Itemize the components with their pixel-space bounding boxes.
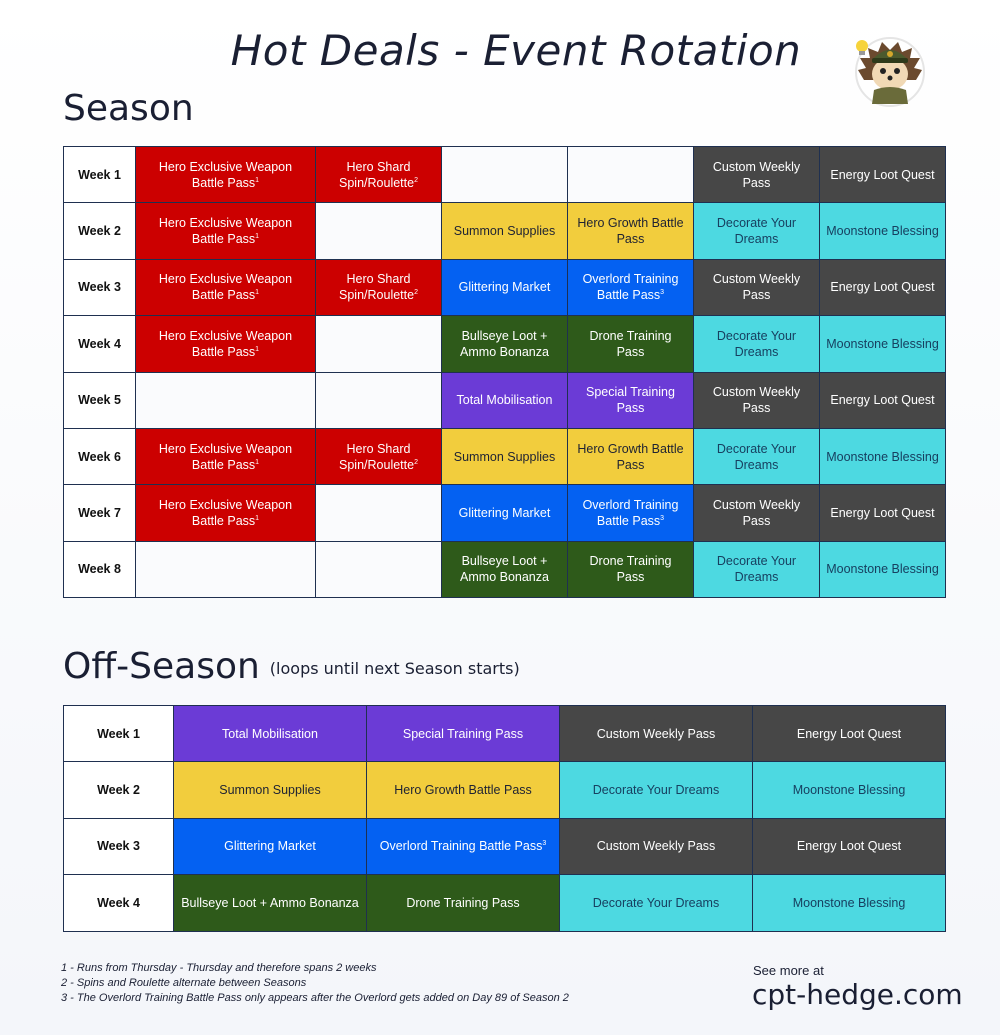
event-cell: [568, 485, 694, 541]
event-name: Moonstone Blessing: [826, 449, 939, 464]
event-name: Overlord Training Battle Pass: [582, 272, 679, 303]
event-name: Hero Exclusive Weapon Battle Pass: [158, 272, 293, 303]
event-name: Summon Supplies: [453, 449, 556, 464]
table-row: [64, 147, 946, 203]
hedgehog-officer-mascot-icon: [848, 26, 932, 110]
event-cell: [442, 316, 568, 372]
event-name: Moonstone Blessing: [826, 336, 939, 351]
event-name: Energy Loot Quest: [830, 167, 935, 182]
event-cell: [694, 147, 820, 203]
footnote-marker: 1: [255, 232, 260, 240]
event-cell: [316, 259, 442, 315]
event-cell: [820, 259, 946, 315]
event-cell: [694, 541, 820, 597]
event-cell: [820, 372, 946, 428]
event-cell: [694, 203, 820, 259]
footnote-marker: 1: [255, 289, 260, 297]
event-cell: [694, 428, 820, 484]
event-cell: [136, 316, 316, 372]
event-name: Hero Growth Battle Pass: [577, 441, 684, 472]
off-season-note: (loops until next Season starts): [269, 658, 520, 678]
week-label: Week 4: [64, 316, 136, 372]
week-label: Week 3: [64, 259, 136, 315]
event-cell: [694, 485, 820, 541]
see-more-label: See more at: [753, 963, 824, 978]
event-cell: [174, 706, 367, 762]
event-cell: [316, 428, 442, 484]
event-name: Special Training Pass: [402, 726, 524, 741]
empty-cell: [442, 147, 568, 203]
event-name: Hero Growth Battle Pass: [394, 783, 532, 798]
event-cell: [568, 428, 694, 484]
off-season-heading: [63, 646, 520, 687]
event-cell: [560, 875, 753, 931]
event-name: Hero Exclusive Weapon Battle Pass: [158, 498, 293, 529]
empty-cell: [316, 203, 442, 259]
event-name: Moonstone Blessing: [792, 783, 906, 798]
event-name: Energy Loot Quest: [830, 506, 935, 521]
event-name: Hero Exclusive Weapon Battle Pass: [158, 328, 293, 359]
event-cell: [820, 203, 946, 259]
event-cell: [136, 428, 316, 484]
footnote-marker: 1: [255, 345, 260, 353]
event-name: Hero Exclusive Weapon Battle Pass: [158, 441, 293, 472]
table-row: [64, 259, 946, 315]
event-cell: [694, 259, 820, 315]
table-row: [64, 485, 946, 541]
off-season-table: [63, 705, 946, 932]
event-name: Summon Supplies: [219, 783, 321, 798]
event-name: Glittering Market: [458, 280, 551, 295]
event-cell: [136, 203, 316, 259]
event-cell: [136, 147, 316, 203]
event-cell: [694, 316, 820, 372]
event-cell: [367, 706, 560, 762]
week-label: Week 2: [64, 203, 136, 259]
event-name: Custom Weekly Pass: [712, 385, 801, 416]
event-name: Overlord Training Battle Pass: [582, 498, 679, 529]
event-cell: [442, 485, 568, 541]
event-cell: [174, 875, 367, 931]
empty-cell: [316, 316, 442, 372]
empty-cell: [316, 541, 442, 597]
event-name: Custom Weekly Pass: [712, 498, 801, 529]
week-label: Week 8: [64, 541, 136, 597]
event-cell: [560, 762, 753, 818]
week-label: Week 5: [64, 372, 136, 428]
week-label: Week 6: [64, 428, 136, 484]
week-label: Week 3: [64, 818, 174, 874]
event-name: Decorate Your Dreams: [716, 554, 797, 585]
event-name: Hero Shard Spin/Roulette: [339, 159, 415, 190]
event-cell: [753, 875, 946, 931]
event-name: Decorate Your Dreams: [716, 328, 797, 359]
table-row: [64, 428, 946, 484]
event-name: Hero Shard Spin/Roulette: [339, 441, 415, 472]
table-row: [64, 541, 946, 597]
week-label: Week 4: [64, 875, 174, 931]
footnote-marker: 2: [414, 289, 418, 297]
event-name: Decorate Your Dreams: [592, 895, 720, 910]
event-name: Special Training Pass: [586, 385, 675, 416]
empty-cell: [136, 372, 316, 428]
event-cell: [367, 818, 560, 874]
event-name: Custom Weekly Pass: [596, 839, 716, 854]
event-cell: [753, 818, 946, 874]
event-cell: [316, 147, 442, 203]
event-cell: [174, 818, 367, 874]
event-cell: [694, 372, 820, 428]
event-name: Drone Training Pass: [589, 328, 672, 359]
event-cell: [820, 541, 946, 597]
event-cell: [568, 259, 694, 315]
footnote-marker: 3: [542, 840, 547, 848]
event-cell: [367, 875, 560, 931]
footnote-marker: 1: [255, 176, 260, 184]
event-name: Energy Loot Quest: [796, 726, 902, 741]
empty-cell: [316, 485, 442, 541]
table-row: [64, 818, 946, 874]
event-cell: [820, 428, 946, 484]
event-name: Hero Shard Spin/Roulette: [339, 272, 415, 303]
event-name: Decorate Your Dreams: [592, 783, 720, 798]
event-name: Glittering Market: [458, 506, 551, 521]
event-cell: [560, 706, 753, 762]
event-name: Bullseye Loot + Ammo Bonanza: [460, 328, 549, 359]
empty-cell: [136, 541, 316, 597]
event-cell: [442, 428, 568, 484]
event-name: Moonstone Blessing: [826, 224, 939, 239]
site-link[interactable]: cpt-hedge.com: [752, 978, 963, 1011]
event-cell: [442, 259, 568, 315]
table-row: [64, 762, 946, 818]
event-cell: [820, 147, 946, 203]
footnote-1: 1 - Runs from Thursday - Thursday and therefore spans 2 weeks: [61, 962, 377, 974]
event-name: Total Mobilisation: [222, 726, 318, 741]
week-label: Week 1: [64, 706, 174, 762]
empty-cell: [316, 372, 442, 428]
event-name: Hero Exclusive Weapon Battle Pass: [158, 216, 293, 247]
table-row: [64, 875, 946, 931]
footnote-marker: 1: [255, 514, 260, 522]
event-cell: [568, 316, 694, 372]
event-cell: [442, 372, 568, 428]
table-row: [64, 316, 946, 372]
event-name: Hero Exclusive Weapon Battle Pass: [158, 159, 293, 190]
event-name: Hero Growth Battle Pass: [577, 216, 684, 247]
event-cell: [442, 541, 568, 597]
event-name: Custom Weekly Pass: [712, 272, 801, 303]
event-cell: [367, 762, 560, 818]
event-name: Moonstone Blessing: [826, 562, 939, 577]
week-label: Week 7: [64, 485, 136, 541]
table-row: [64, 203, 946, 259]
event-cell: [568, 203, 694, 259]
event-name: Summon Supplies: [453, 224, 556, 239]
event-name: Energy Loot Quest: [830, 280, 935, 295]
table-row: [64, 372, 946, 428]
event-cell: [820, 485, 946, 541]
event-name: Decorate Your Dreams: [716, 441, 797, 472]
week-label: Week 1: [64, 147, 136, 203]
event-cell: [442, 203, 568, 259]
event-name: Glittering Market: [224, 839, 316, 854]
season-heading: Season: [63, 88, 194, 129]
footnote-marker: 1: [255, 458, 260, 466]
footnote-marker: 3: [660, 289, 665, 297]
footnote-3: 3 - The Overlord Training Battle Pass only appears after the Overlord gets added on Day 89 of Season 2: [61, 992, 569, 1004]
footnote-marker: 2: [414, 458, 418, 466]
event-name: Custom Weekly Pass: [712, 159, 801, 190]
event-name: Energy Loot Quest: [830, 393, 935, 408]
event-name: Energy Loot Quest: [796, 839, 902, 854]
event-name: Bullseye Loot + Ammo Bonanza: [181, 895, 359, 910]
event-name: Moonstone Blessing: [792, 895, 906, 910]
event-name: Decorate Your Dreams: [716, 216, 797, 247]
empty-cell: [568, 147, 694, 203]
season-table: [63, 146, 946, 598]
event-name: Drone Training Pass: [589, 554, 672, 585]
event-cell: [174, 762, 367, 818]
footnote-marker: 2: [414, 176, 418, 184]
footnotes: [61, 961, 569, 1006]
week-label: Week 2: [64, 762, 174, 818]
footnote-marker: 3: [660, 514, 665, 522]
event-cell: [568, 541, 694, 597]
event-cell: [753, 762, 946, 818]
event-cell: [568, 372, 694, 428]
event-cell: [136, 485, 316, 541]
table-row: [64, 706, 946, 762]
event-name: Overlord Training Battle Pass: [379, 839, 543, 854]
off-season-title: Off-Season: [63, 646, 260, 687]
event-name: Drone Training Pass: [406, 895, 520, 910]
footnote-2: 2 - Spins and Roulette alternate between Seasons: [61, 977, 307, 989]
event-cell: [753, 706, 946, 762]
event-cell: [560, 818, 753, 874]
event-name: Custom Weekly Pass: [596, 726, 716, 741]
page-title: Hot Deals - Event Rotation: [230, 26, 802, 75]
event-name: Total Mobilisation: [456, 393, 553, 408]
event-name: Bullseye Loot + Ammo Bonanza: [460, 554, 549, 585]
event-cell: [820, 316, 946, 372]
event-cell: [136, 259, 316, 315]
